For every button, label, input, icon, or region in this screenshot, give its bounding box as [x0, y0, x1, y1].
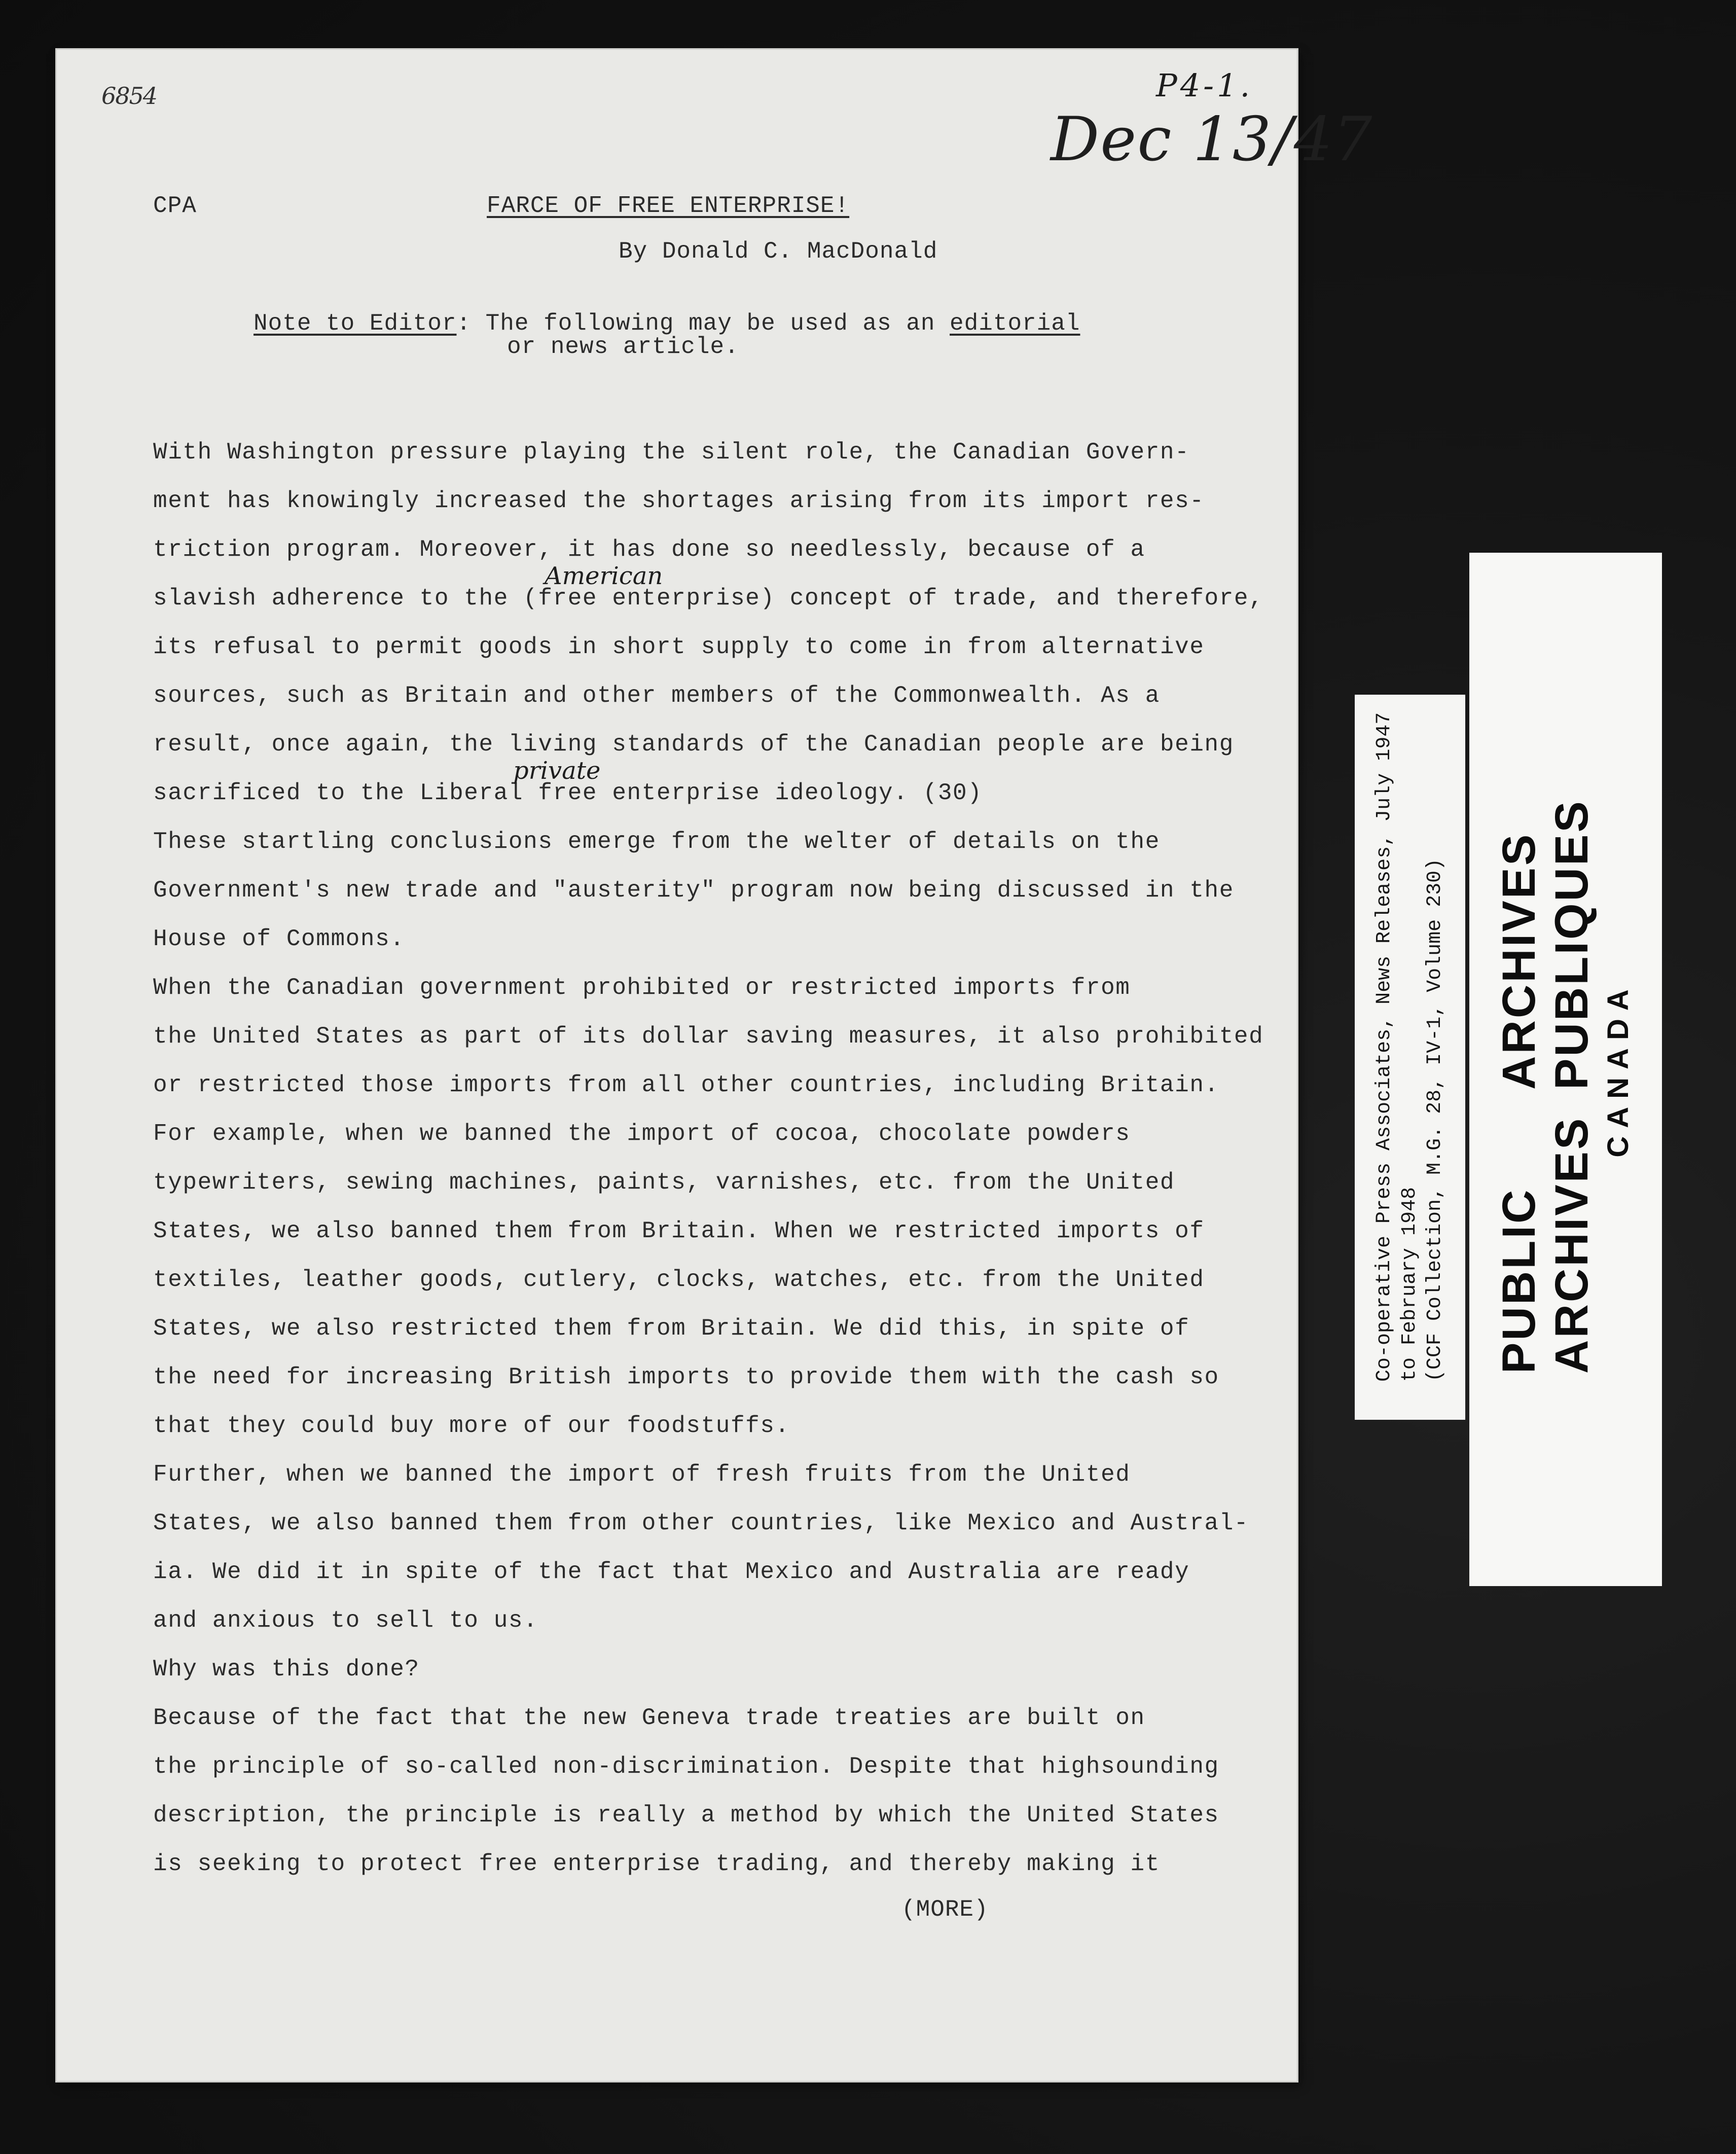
body-line: For example, when we banned the import of cocoa, chocolate powders [153, 1121, 1131, 1147]
body-line: triction program. Moreover, it has done so needlessly, because of a [153, 536, 1145, 563]
stamp-country: CANADA [1602, 981, 1635, 1158]
public-archives-stamp [1469, 553, 1662, 1586]
editor-note-line2: or news article. [507, 334, 739, 360]
editor-note-underlined-word: editorial [950, 310, 1080, 337]
stamp-word-publiques: PUBLIQUES [1546, 799, 1598, 1090]
agency-code: CPA [153, 193, 197, 219]
stamp-word-archives: ARCHIVES [1493, 832, 1545, 1090]
body-line: ment has knowingly increased the shortages arising from its import res- [153, 488, 1205, 514]
stamp-word-public: PUBLIC [1493, 1188, 1545, 1374]
stamp-row-english [1493, 714, 1545, 1424]
body-line: description, the principle is really a method by which the United States [153, 1802, 1219, 1828]
body-line: the principle of so-called non-discrimination. Despite that highsounding [153, 1753, 1219, 1780]
editor-note-text: : The following may be used as an [456, 310, 950, 337]
archive-label-line3: (CCF Collection, M.G. 28, IV-1, Volume 230) [1424, 858, 1446, 1382]
body-line: that they could buy more of our foodstuffs. [153, 1413, 790, 1439]
body-line: Because of the fact that the new Geneva trade treaties are built on [153, 1705, 1145, 1731]
handwritten-date: Dec 13/47 [1051, 104, 1373, 175]
stamp-word-archives-fr: ARCHIVES [1546, 1116, 1598, 1374]
archive-label-line1: Co-operative Press Associates, News Releases, July 1947 [1373, 712, 1396, 1382]
stamp-row-french [1545, 714, 1598, 1424]
body-line: textiles, leather goods, cutlery, clocks, watches, etc. from the United [153, 1267, 1205, 1293]
body-line: is seeking to protect free enterprise trading, and thereby making it [153, 1851, 1160, 1877]
handwritten-insertion-american: American [545, 562, 663, 590]
handwritten-page-reference: P4-1. [1156, 67, 1253, 104]
body-line: States, we also restricted them from Britain. We did this, in spite of [153, 1315, 1190, 1342]
body-line: sources, such as Britain and other members of the Commonwealth. As a [153, 683, 1160, 709]
body-line: House of Commons. [153, 926, 405, 952]
body-line: When the Canadian government prohibited or restricted imports from [153, 975, 1131, 1001]
body-line: or restricted those imports from all other countries, including Britain. [153, 1072, 1219, 1098]
body-line: and anxious to sell to us. [153, 1607, 538, 1634]
body-line: the United States as part of its dollar saving measures, it also prohibited [153, 1023, 1264, 1050]
body-line: result, once again, the living standards of the Canadian people are being [153, 731, 1234, 758]
byline: By Donald C. MacDonald [619, 238, 938, 265]
body-line: Further, when we banned the import of fresh fruits from the United [153, 1461, 1131, 1488]
document-page [57, 50, 1373, 2081]
archive-label-line2: to February 1948 [1398, 1187, 1421, 1382]
body-line: States, we also banned them from other countries, like Mexico and Austral- [153, 1510, 1249, 1536]
body-line: Government's new trade and "austerity" program now being discussed in the [153, 877, 1234, 904]
body-line: With Washington pressure playing the silent role, the Canadian Govern- [153, 439, 1190, 465]
body-line: Why was this done? [153, 1656, 420, 1682]
more-marker: (MORE) [901, 1896, 989, 1923]
corner-handwritten-mark: 6854 [101, 82, 157, 110]
body-line: ia. We did it in spite of the fact that Mexico and Australia are ready [153, 1559, 1190, 1585]
editor-note-label: Note to Editor [254, 310, 457, 337]
body-line: typewriters, sewing machines, paints, varnishes, etc. from the United [153, 1169, 1175, 1196]
archive-reference-label [1355, 695, 1465, 1420]
body-line: sacrificed to the Liberal free enterprise ideology. (30) [153, 780, 983, 806]
body-line: its refusal to permit goods in short supply to come in from alternative [153, 634, 1205, 660]
article-body [153, 428, 1284, 1888]
body-line: States, we also banned them from Britain. When we restricted imports of [153, 1218, 1205, 1244]
body-line: the need for increasing British imports to provide them with the cash so [153, 1364, 1219, 1390]
body-line: These startling conclusions emerge from the welter of details on the [153, 829, 1160, 855]
handwritten-insertion-private: private [513, 757, 601, 785]
body-line: slavish adherence to the (free enterprise) concept of trade, and therefore, [153, 585, 1264, 612]
document-title: FARCE OF FREE ENTERPRISE! [487, 193, 850, 219]
